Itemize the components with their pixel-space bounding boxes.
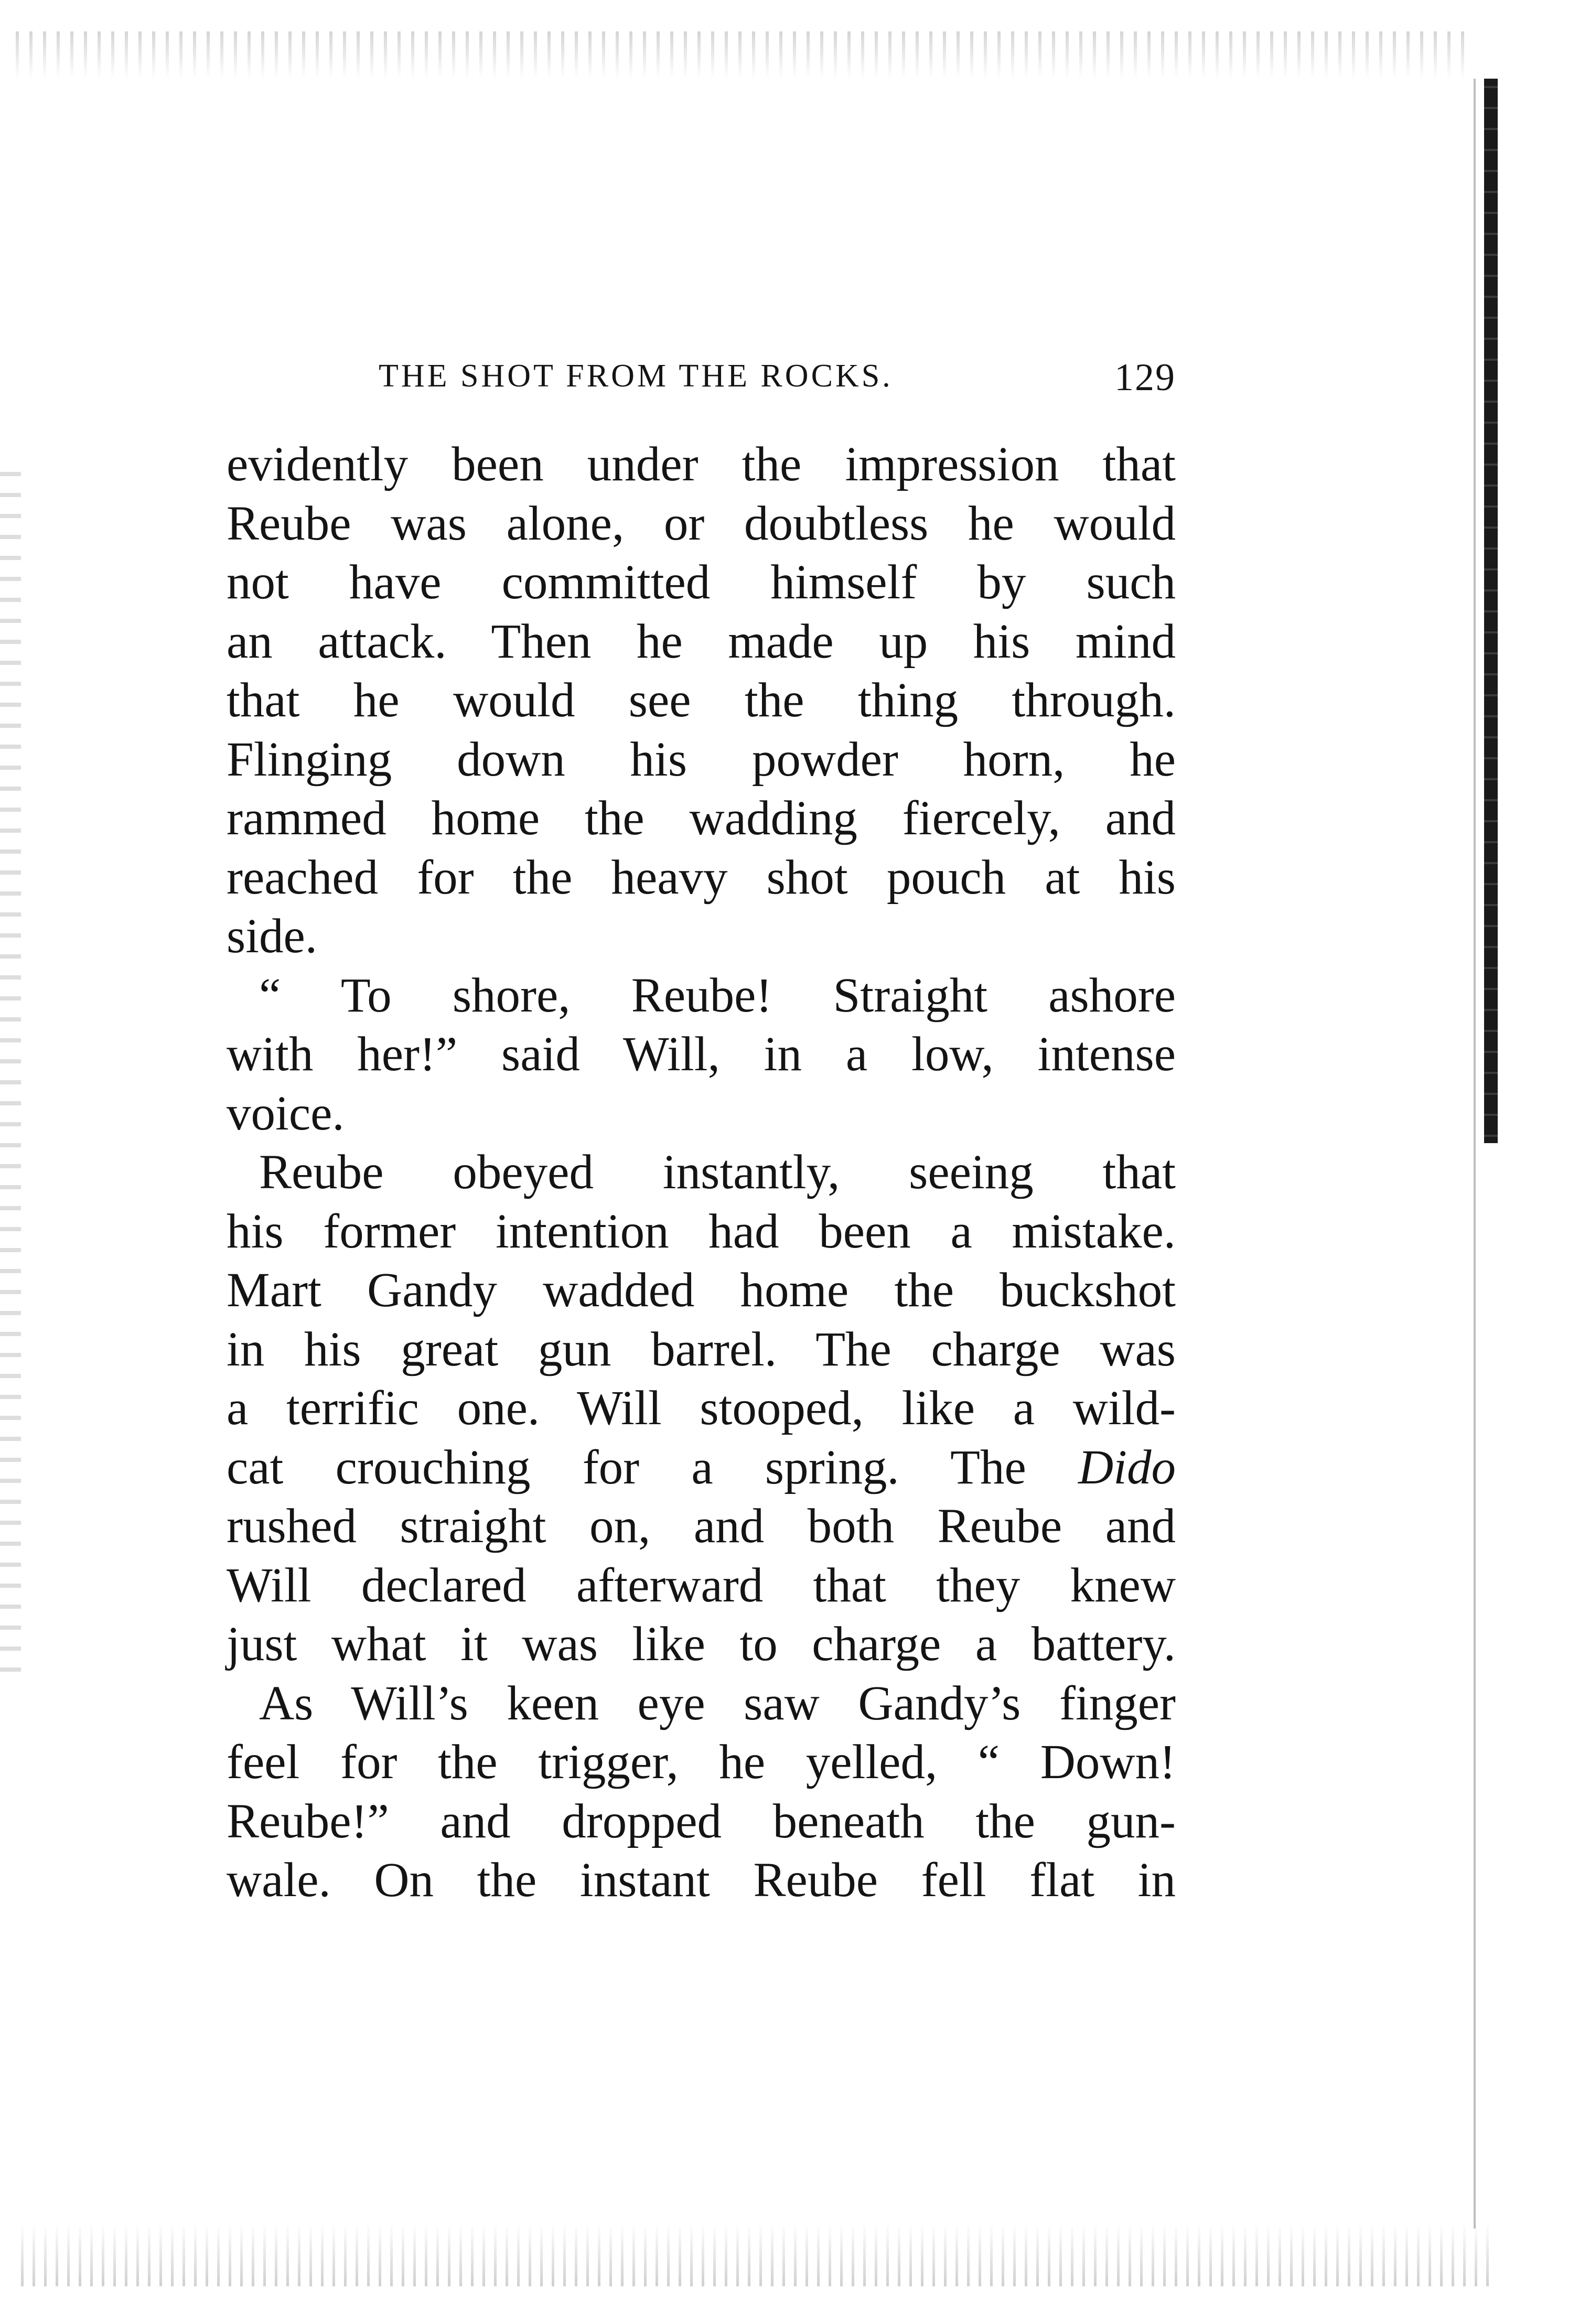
- scan-edge-right-line: [1474, 79, 1476, 2229]
- running-head: [227, 351, 1176, 404]
- running-title: THE SHOT FROM THE ROCKS.: [379, 358, 893, 394]
- body-text: [227, 435, 1176, 1910]
- text-line: Mart Gandy wadded home the buckshot: [227, 1263, 1176, 1317]
- scan-edge-left: [0, 472, 21, 1678]
- text-line: voice.: [227, 1086, 345, 1141]
- text-line: Reube!” and dropped beneath the gun-: [227, 1794, 1176, 1848]
- text-line: reached for the heavy shot pouch at his: [227, 850, 1176, 905]
- text-line: an attack. Then he made up his mind: [227, 614, 1176, 669]
- text-line: wale. On the instant Reube fell flat in: [227, 1853, 1176, 1907]
- scan-edge-right: [1484, 79, 1498, 1143]
- text-line: feel for the trigger, he yelled, “ Down!: [227, 1735, 1176, 1789]
- text-line: a terrific one. Will stooped, like a wild-: [227, 1381, 1176, 1435]
- text-line: not have committed himself by such: [227, 555, 1176, 609]
- text-line: his former intention had been a mistake.: [227, 1204, 1176, 1258]
- text-line: As Will’s keen eye saw Gandy’s finger: [259, 1676, 1176, 1730]
- text-line: Flinging down his powder horn, he: [227, 732, 1176, 787]
- text-line: Reube was alone, or doubtless he would: [227, 496, 1176, 551]
- text-line: evidently been under the impression that: [227, 437, 1176, 491]
- page-number: 129: [1114, 356, 1176, 399]
- text-line: with her!” said Will, in a low, intense: [227, 1027, 1176, 1081]
- text-line: rushed straight on, and both Reube and: [227, 1499, 1176, 1553]
- text-line: side.: [227, 909, 318, 963]
- scan-edge-bottom: [21, 2223, 1489, 2286]
- text-line: just what it was like to charge a battery.: [227, 1617, 1176, 1671]
- text-line: Reube obeyed instantly, seeing that: [259, 1145, 1176, 1199]
- text-line: “ To shore, Reube! Straight ashore: [259, 968, 1176, 1023]
- scan-edge-top: [16, 31, 1474, 79]
- text-line: cat crouching for a spring. The Dido: [227, 1440, 1176, 1494]
- text-line: that he would see the thing through.: [227, 673, 1176, 727]
- text-line: rammed home the wadding fiercely, and: [227, 791, 1176, 845]
- text-line: in his great gun barrel. The charge was: [227, 1322, 1176, 1376]
- text-line: Will declared afterward that they knew: [227, 1558, 1176, 1612]
